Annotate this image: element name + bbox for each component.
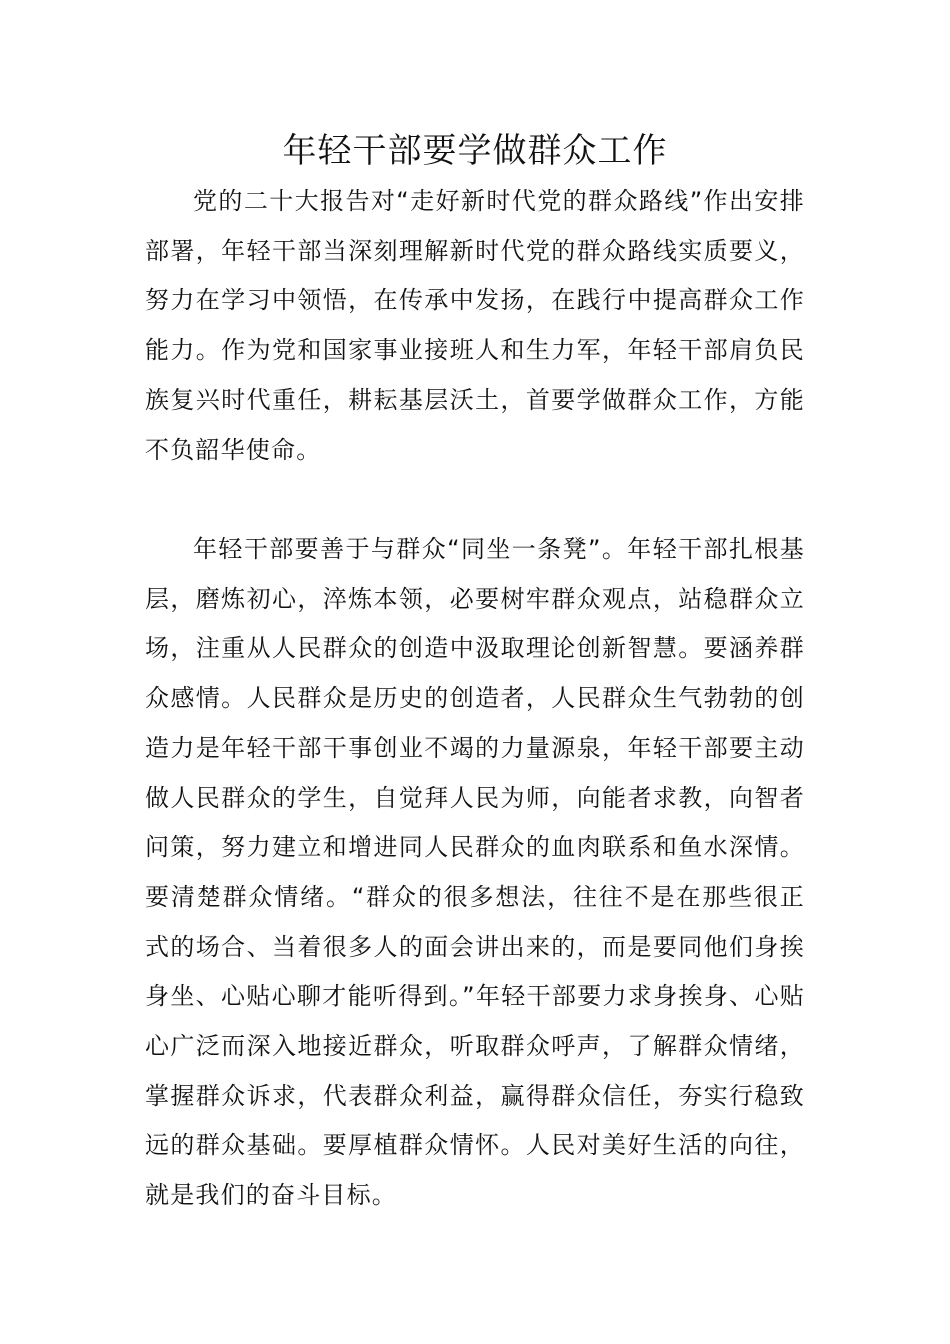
document-title: 年轻干部要学做群众工作	[282, 131, 668, 171]
paragraph-intro: 党的二十大报告对“走好新时代党的群众路线”作出安排部署，年轻干部当深刻理解新时代党的群众路线实质要义，努力在学习中领悟，在传承中发扬，在践行中提高群众工作能力。作为党和国家事业接班人和生力军，年轻干部肩负民族复兴时代重任，耕耘基层沃土，首要学做群众工作，方能不负韶华使命。	[145, 187, 805, 464]
paragraph-same-bench: 年轻干部要善于与群众“同坐一条凳”。年轻干部扎根基层，磨炼初心，淬炼本领，必要树牢群众观点，站稳群众立场，注重从人民群众的创造中汲取理论创新智慧。要涵养群众感情。人民群众是历史的创造者，人民群众生气勃勃的创造力是年轻干部干事创业不竭的力量源泉，年轻干部要主动做人民群众的学生，自觉拜人民为师，向能者求教，向智者问策，努力建立和增进同人民群众的血肉联系和鱼水深情。要清楚群众情绪。“群众的很多想法，往往不是在那些很正式的场合、当着很多人的面会讲出来的，而是要同他们身挨身坐、心贴心聊才能听得到。”年轻干部要力求身挨身、心贴心广泛而深入地接近群众，听取群众呼声，了解群众情绪，掌握群众诉求，代表群众利益，赢得群众信任，夯实行稳致远的群众基础。要厚植群众情怀。人民对美好生活的向往，就是我们的奋斗目标。	[145, 535, 805, 1210]
